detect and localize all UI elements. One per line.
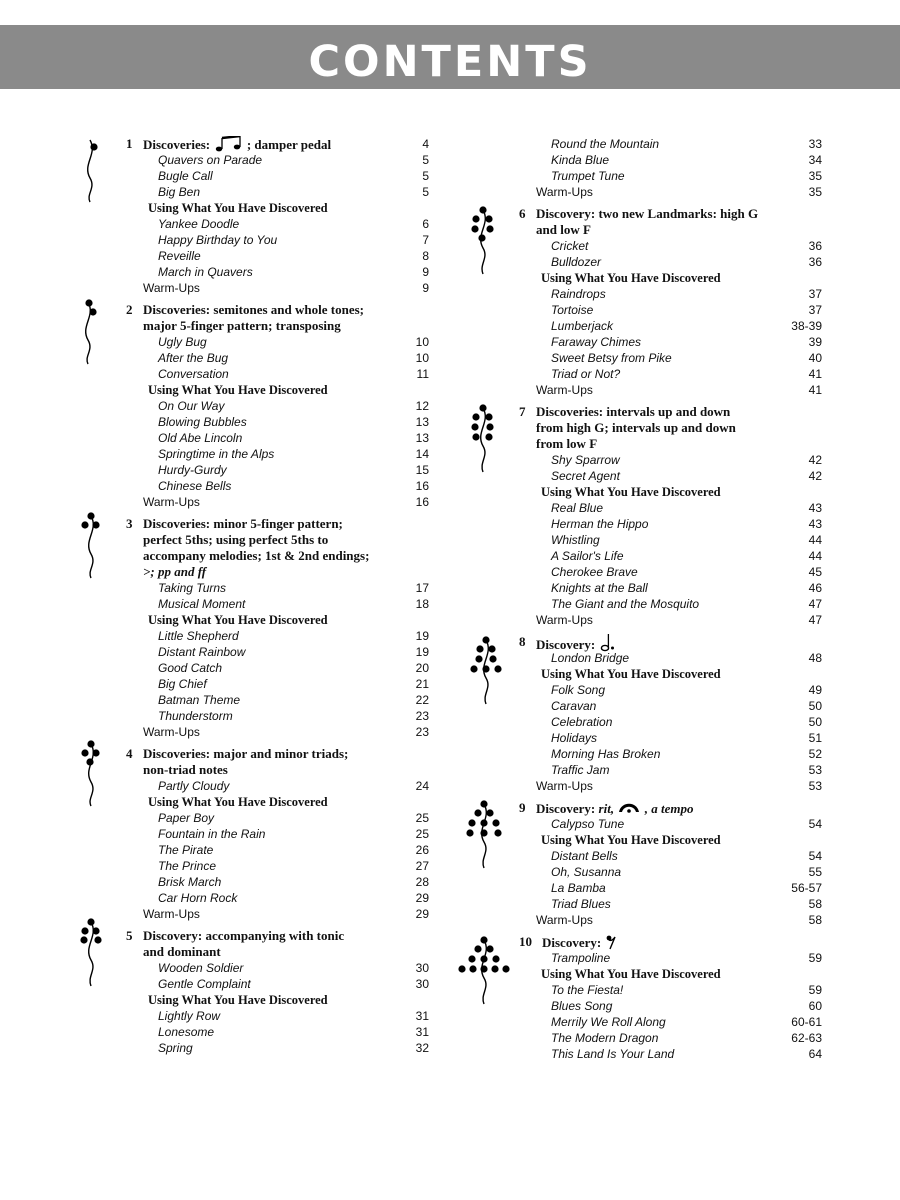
section-heading-line: perfect 5ths; using perfect 5ths to	[143, 532, 329, 547]
section-8	[519, 634, 836, 794]
quaver-pair-icon	[213, 136, 243, 152]
toc-entry[interactable]: A Sailor's Life 44	[551, 549, 822, 563]
section-heading[interactable]: 1 Discoveries: ; damper pedal 4	[126, 136, 429, 152]
section-4	[126, 746, 443, 922]
music-note-tree-icon	[78, 740, 106, 810]
music-note-tree-icon	[76, 918, 108, 990]
toc-entry[interactable]: Triad or Not? 41	[551, 367, 822, 381]
toc-entry[interactable]: Secret Agent 42	[551, 469, 822, 483]
toc-entry-warmups[interactable]: Warm-Ups 58	[536, 913, 822, 927]
toc-entry-warmups[interactable]: Warm-Ups 47	[536, 613, 822, 627]
toc-entry[interactable]: Blues Song 60	[551, 999, 822, 1013]
section-heading-line: and dominant	[143, 944, 221, 959]
toc-entry[interactable]: Quavers on Parade 5	[158, 153, 429, 167]
section-heading[interactable]: 2 Discoveries: semitones and whole tones;	[126, 302, 364, 317]
toc-entry[interactable]: Herman the Hippo 43	[551, 517, 822, 531]
subheading: Using What You Have Discovered	[541, 833, 721, 847]
section-heading-line: >; pp and ff	[143, 564, 207, 579]
toc-entry[interactable]: Good Catch 20	[158, 661, 429, 675]
toc-entry[interactable]: Caravan 50	[551, 699, 822, 713]
toc-entry[interactable]: Kinda Blue 34	[551, 153, 822, 167]
toc-entry[interactable]: Old Abe Lincoln 13	[158, 431, 429, 445]
subheading: Using What You Have Discovered	[148, 383, 328, 397]
toc-entry[interactable]: Cherokee Brave 45	[551, 565, 822, 579]
section-1	[126, 136, 443, 296]
music-note-tree-icon	[462, 800, 510, 872]
toc-entry[interactable]: On Our Way 12	[158, 399, 429, 413]
toc-entry[interactable]: Musical Moment 18	[158, 597, 429, 611]
section-heading[interactable]: 9 Discovery: rit, , a tempo	[519, 800, 694, 816]
toc-entry[interactable]: This Land Is Your Land 64	[551, 1047, 822, 1061]
subheading: Using What You Have Discovered	[148, 613, 328, 627]
toc-entry[interactable]: Morning Has Broken 52	[551, 747, 822, 761]
toc-entry[interactable]: Wooden Soldier 30	[158, 961, 429, 975]
fermata-icon	[617, 800, 641, 814]
toc-entry[interactable]: Fountain in the Rain 25	[158, 827, 429, 841]
toc-entry[interactable]: Springtime in the Alps 14	[158, 447, 429, 461]
toc-entry-warmups[interactable]: Warm-Ups 23	[143, 725, 429, 739]
toc-entry[interactable]: Conversation 11	[158, 367, 429, 381]
section-heading-line: non-triad notes	[143, 762, 228, 777]
toc-entry[interactable]: Brisk March 28	[158, 875, 429, 889]
subheading: Using What You Have Discovered	[148, 795, 328, 809]
toc-entry[interactable]: To the Fiesta! 59	[551, 983, 822, 997]
section-10	[519, 934, 836, 1062]
music-note-tree-icon	[82, 298, 104, 368]
toc-entry[interactable]: Cricket 36	[551, 239, 822, 253]
quaver-rest-icon	[605, 934, 617, 950]
music-note-tree-icon	[466, 404, 500, 476]
toc-entry[interactable]: Holidays 51	[551, 731, 822, 745]
section-heading-line: and low F	[536, 222, 591, 237]
section-heading[interactable]: 7 Discoveries: intervals up and down	[519, 404, 731, 419]
toc-entry[interactable]: Lonesome 31	[158, 1025, 429, 1039]
section-heading[interactable]: 4 Discoveries: major and minor triads;	[126, 746, 349, 761]
toc-entry[interactable]: Car Horn Rock 29	[158, 891, 429, 905]
section-2	[126, 302, 443, 510]
toc-entry-warmups[interactable]: Warm-Ups 41	[536, 383, 822, 397]
toc-entry[interactable]: March in Quavers 9	[158, 265, 429, 279]
toc-entry[interactable]: Merrily We Roll Along 60-61	[551, 1015, 822, 1029]
contents-column-right	[519, 136, 836, 1062]
section-heading-line: major 5-finger pattern; transposing	[143, 318, 341, 333]
section-heading[interactable]: 6 Discovery: two new Landmarks: high G	[519, 206, 759, 221]
section-6	[519, 206, 836, 398]
contents-column-left	[126, 136, 443, 1056]
toc-entry[interactable]: The Prince 27	[158, 859, 429, 873]
toc-entry[interactable]: Trumpet Tune 35	[551, 169, 822, 183]
section-heading[interactable]: 10 Discovery:	[536, 934, 836, 950]
toc-entry[interactable]: Partly Cloudy 24	[158, 779, 429, 793]
toc-entry[interactable]: Round the Mountain 33	[551, 137, 822, 151]
toc-entry[interactable]: Lightly Row 31	[158, 1009, 429, 1023]
music-note-tree-icon	[456, 936, 512, 1008]
toc-entry[interactable]: Paper Boy 25	[158, 811, 429, 825]
toc-entry[interactable]: Distant Rainbow 19	[158, 645, 429, 659]
toc-entry-warmups[interactable]: Warm-Ups 35	[536, 185, 822, 199]
toc-entry[interactable]: The Giant and the Mosquito 47	[551, 597, 822, 611]
toc-entry[interactable]: Spring 32	[158, 1041, 429, 1055]
toc-entry[interactable]: Bugle Call 5	[158, 169, 429, 183]
section-heading[interactable]: 3 Discoveries: minor 5-finger pattern;	[126, 516, 343, 531]
section-5-continued	[536, 136, 836, 200]
toc-entry[interactable]: The Modern Dragon 62-63	[551, 1031, 822, 1045]
section-heading[interactable]: 8 Discovery:	[536, 634, 836, 650]
page-title: CONTENTS	[308, 37, 592, 87]
toc-entry[interactable]: Tortoise 37	[551, 303, 822, 317]
toc-entry[interactable]: Ugly Bug 10	[158, 335, 429, 349]
section-heading-line: from high G; intervals up and down	[536, 420, 736, 435]
toc-entry[interactable]: Traffic Jam 53	[551, 763, 822, 777]
toc-entry[interactable]: Shy Sparrow 42	[551, 453, 822, 467]
toc-entry[interactable]: The Pirate 26	[158, 843, 429, 857]
toc-entry-warmups[interactable]: Warm-Ups 9	[143, 281, 429, 295]
toc-entry[interactable]: Big Chief 21	[158, 677, 429, 691]
contents-banner	[0, 25, 900, 89]
toc-entry[interactable]: Knights at the Ball 46	[551, 581, 822, 595]
toc-entry[interactable]: Yankee Doodle 6	[158, 217, 429, 231]
toc-entry-warmups[interactable]: Warm-Ups 53	[536, 779, 822, 793]
toc-entry[interactable]: Chinese Bells 16	[158, 479, 429, 493]
toc-entry[interactable]: London Bridge 48	[551, 651, 822, 665]
toc-entry[interactable]: Raindrops 37	[551, 287, 822, 301]
section-heading-line: accompany melodies; 1st & 2nd endings;	[143, 548, 370, 563]
section-5	[126, 928, 443, 1056]
toc-entry[interactable]: Taking Turns 17	[158, 581, 429, 595]
toc-entry[interactable]: Calypso Tune 54	[551, 817, 822, 831]
toc-entry[interactable]: Whistling 44	[551, 533, 822, 547]
toc-entry[interactable]: Gentle Complaint 30	[158, 977, 429, 991]
section-heading[interactable]: 5 Discovery: accompanying with tonic	[126, 928, 345, 943]
section-9	[519, 800, 836, 928]
subheading: Using What You Have Discovered	[541, 485, 721, 499]
music-note-tree-icon	[84, 136, 104, 206]
toc-entry-warmups[interactable]: Warm-Ups 16	[143, 495, 429, 509]
subheading: Using What You Have Discovered	[148, 201, 328, 215]
toc-entry[interactable]: Reveille 8	[158, 249, 429, 263]
music-note-tree-icon	[466, 206, 500, 278]
toc-entry[interactable]: Sweet Betsy from Pike 40	[551, 351, 822, 365]
toc-entry[interactable]: Celebration 50	[551, 715, 822, 729]
toc-entry-warmups[interactable]: Warm-Ups 29	[143, 907, 429, 921]
toc-entry[interactable]: Faraway Chimes 39	[551, 335, 822, 349]
toc-entry[interactable]: Happy Birthday to You 7	[158, 233, 429, 247]
toc-entry[interactable]: Oh, Susanna 55	[551, 865, 822, 879]
toc-entry[interactable]: Big Ben 5	[158, 185, 429, 199]
subheading: Using What You Have Discovered	[541, 667, 721, 681]
toc-entry[interactable]: Thunderstorm 23	[158, 709, 429, 723]
subheading: Using What You Have Discovered	[148, 993, 328, 1007]
toc-entry[interactable]: Batman Theme 22	[158, 693, 429, 707]
section-3	[126, 516, 443, 740]
section-7	[519, 404, 836, 628]
section-heading-line: from low F	[536, 436, 598, 451]
toc-entry[interactable]: Little Shepherd 19	[158, 629, 429, 643]
toc-entry[interactable]: Real Blue 43	[551, 501, 822, 515]
toc-entry[interactable]: Folk Song 49	[551, 683, 822, 697]
music-note-tree-icon	[468, 636, 508, 708]
toc-entry[interactable]: La Bamba 56-57	[551, 881, 822, 895]
toc-entry[interactable]: After the Bug 10	[158, 351, 429, 365]
toc-entry[interactable]: Distant Bells 54	[551, 849, 822, 863]
toc-entry[interactable]: Lumberjack 38-39	[551, 319, 822, 333]
toc-entry[interactable]: Blowing Bubbles 13	[158, 415, 429, 429]
toc-entry[interactable]: Triad Blues 58	[551, 897, 822, 911]
music-note-tree-icon	[78, 512, 106, 582]
toc-entry[interactable]: Trampoline 59	[551, 951, 822, 965]
toc-entry[interactable]: Hurdy-Gurdy 15	[158, 463, 429, 477]
toc-entry[interactable]: Bulldozer 36	[551, 255, 822, 269]
subheading: Using What You Have Discovered	[541, 271, 721, 285]
subheading: Using What You Have Discovered	[541, 967, 721, 981]
